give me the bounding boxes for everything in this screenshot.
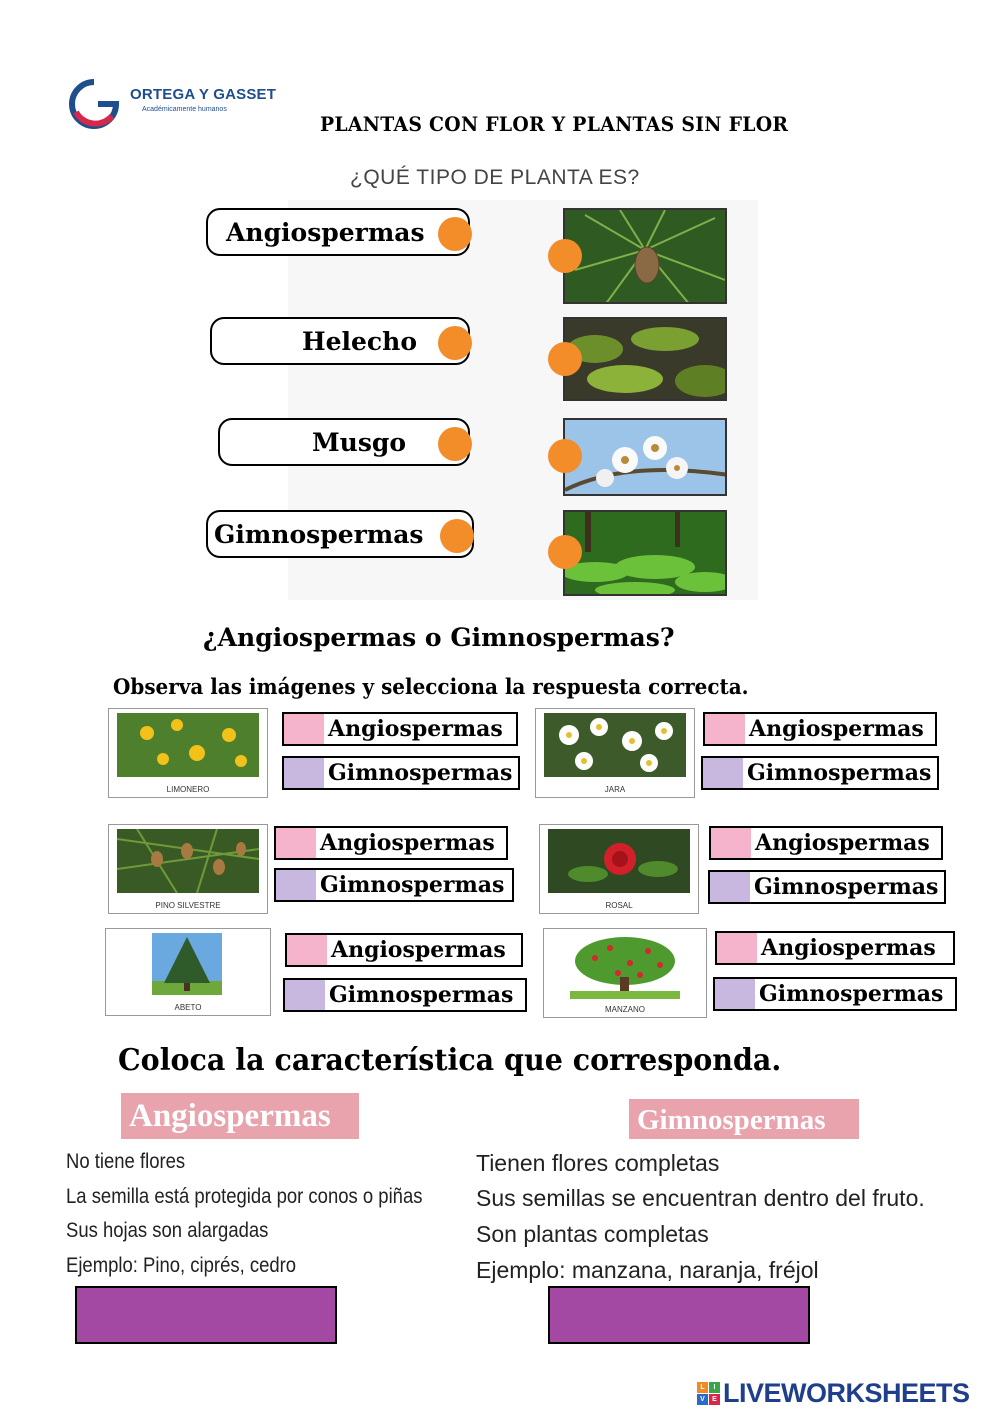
card-limonero [108,708,268,798]
liveworksheets-logo-icon: L I V E [697,1382,720,1405]
jara-flower-photo [544,713,686,777]
option-angiospermas-1[interactable] [282,712,518,746]
pine-cone-photo [563,208,727,304]
school-logo-icon [68,78,120,130]
checkbox-lavender[interactable] [715,979,755,1009]
option-angiospermas-5[interactable] [285,933,523,967]
feature-left-3[interactable]: Sus hojas son alargadas [66,1219,269,1242]
match-label-angiospermas [206,208,470,256]
checkbox-pink[interactable] [287,935,327,965]
feature-left-4[interactable]: Ejemplo: Pino, ciprés, cedro [66,1254,297,1277]
option-angiospermas-2[interactable] [703,712,937,746]
option-gimnospermas-6[interactable] [713,977,957,1011]
match-dot-left-4[interactable] [440,519,474,553]
option-label: Gimnospermas [320,872,505,898]
checkbox-pink[interactable] [276,828,316,858]
checkbox-lavender[interactable] [703,758,743,788]
match-dot-left-3[interactable] [438,427,472,461]
option-label: Angiospermas [331,937,506,963]
matching-question: ¿QUÉ TIPO DE PLANTA ES? [350,166,640,189]
option-gimnospermas-3[interactable] [274,868,514,902]
fir-tree-photo [152,933,222,995]
option-label: Gimnospermas [747,760,932,786]
match-dot-left-1[interactable] [438,217,472,251]
option-label: Gimnospermas [328,760,513,786]
lemon-tree-photo [117,713,259,777]
match-label-text: Gimnospermas [214,519,424,549]
match-dot-right-1[interactable] [548,239,582,273]
match-label-text: Angiospermas [226,217,425,247]
option-label: Angiospermas [761,935,936,961]
checkbox-pink[interactable] [717,933,757,963]
option-label: Gimnospermas [329,982,514,1008]
card-caption: ROSAL [605,901,633,910]
card-caption: ABETO [174,1003,202,1012]
fern-photo [563,510,727,596]
option-label: Angiospermas [749,716,924,742]
option-label: Gimnospermas [754,874,939,900]
feature-left-2[interactable]: La semilla está protegida por conos o piñas [66,1185,423,1208]
feature-left-1[interactable]: No tiene flores [66,1150,186,1173]
card-rosal [539,824,699,914]
option-label: Angiospermas [755,830,930,856]
match-dot-right-3[interactable] [548,439,582,473]
classify-instruction: Observa las imágenes y selecciona la respuesta correcta. [113,674,749,699]
feature-right-3[interactable]: Son plantas completas [476,1221,709,1247]
feature-right-1[interactable]: Tienen flores completas [476,1150,720,1176]
tag-gimnospermas: Gimnospermas [629,1099,859,1139]
match-label-helecho [210,317,470,365]
match-label-text: Helecho [302,326,418,356]
school-tagline: Académicamente humanos [142,106,227,113]
card-pino-silvestre [108,824,268,914]
drop-zone-angiospermas[interactable] [75,1286,337,1344]
page-title: PLANTAS CON FLOR Y PLANTAS SIN FLOR [320,112,789,136]
feature-right-2[interactable]: Sus semillas se encuentran dentro del fruto. [476,1185,925,1211]
option-gimnospermas-4[interactable] [708,870,946,904]
checkbox-pink[interactable] [705,714,745,744]
brand-text: LIVEWORKSHEETS [723,1378,970,1408]
rose-photo [548,829,690,893]
option-gimnospermas-5[interactable] [283,978,527,1012]
match-label-musgo [218,418,470,466]
match-dot-left-2[interactable] [438,326,472,360]
option-angiospermas-6[interactable] [715,931,955,965]
card-jara [535,708,695,798]
features-heading: Coloca la característica que corresponda. [118,1043,782,1078]
card-caption: LIMONERO [166,785,210,794]
option-label: Gimnospermas [759,981,944,1007]
liveworksheets-brand [697,1378,970,1409]
card-abeto [105,928,271,1016]
checkbox-lavender[interactable] [710,872,750,902]
feature-right-4[interactable]: Ejemplo: manzana, naranja, fréjol [476,1257,819,1283]
scots-pine-photo [117,829,259,893]
option-label: Angiospermas [320,830,495,856]
option-angiospermas-3[interactable] [274,826,508,860]
classify-question: ¿Angiospermas o Gimnospermas? [203,623,675,652]
moss-photo [563,317,727,401]
card-manzano [543,928,707,1018]
tag-angiospermas: Angiospermas [121,1093,359,1139]
option-angiospermas-4[interactable] [709,826,943,860]
card-caption: PINO SILVESTRE [155,901,221,910]
match-label-gimnospermas [206,510,474,558]
match-dot-right-2[interactable] [548,342,582,376]
checkbox-lavender[interactable] [285,980,325,1010]
checkbox-lavender[interactable] [276,870,316,900]
match-dot-right-4[interactable] [548,535,582,569]
option-gimnospermas-1[interactable] [282,756,520,790]
option-gimnospermas-2[interactable] [701,756,939,790]
match-label-text: Musgo [312,427,407,457]
checkbox-pink[interactable] [711,828,751,858]
drop-zone-gimnospermas[interactable] [548,1286,810,1344]
checkbox-pink[interactable] [284,714,324,744]
card-caption: MANZANO [605,1005,645,1014]
flower-blossom-photo [563,418,727,496]
card-caption: JARA [604,785,626,794]
apple-tree-photo [570,933,680,999]
school-name: ORTEGA Y GASSET [130,86,277,103]
checkbox-lavender[interactable] [284,758,324,788]
option-label: Angiospermas [328,716,503,742]
